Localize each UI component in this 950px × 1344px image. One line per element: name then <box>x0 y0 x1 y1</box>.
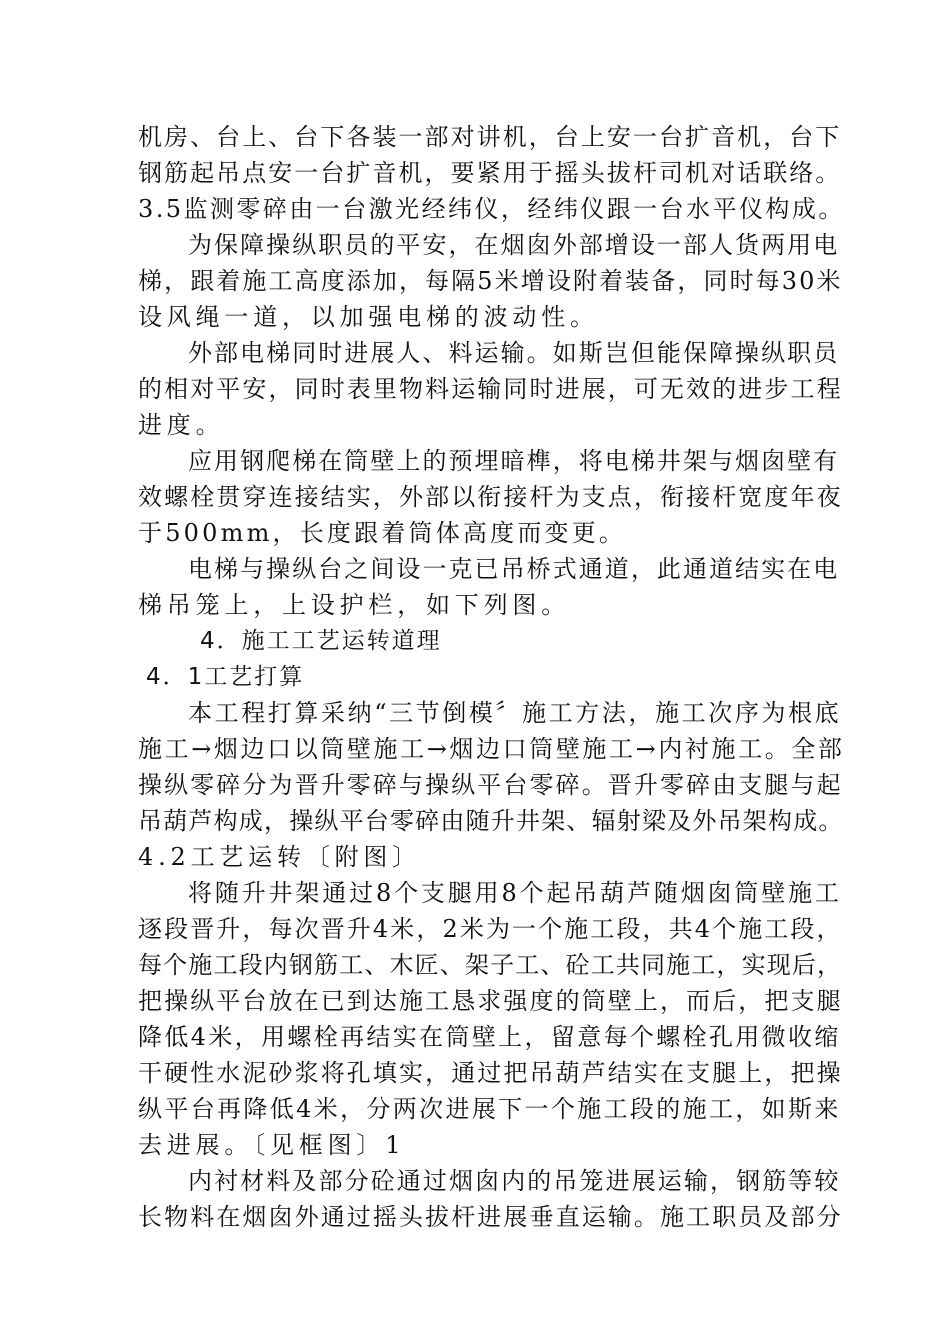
body-line: 把操纵平台放在已到达施工恳求强度的筒壁上，而后，把支腿 <box>138 987 843 1015</box>
body-line: 纵平台再降低4米，分两次进展下一个施工段的施工，如斯来 <box>138 1095 841 1123</box>
paragraph-start: 内衬材料及部分砼通过烟囱内的吊笼进展运输，钢筋等较 <box>188 1167 841 1195</box>
section-line-3-5: 3.5监测零碎由一台激光经纬仪，经纬仪跟一台水平仪构成。 <box>138 195 845 223</box>
paragraph-start: 将随升井架通过8个支腿用8个起吊葫芦随烟囱筒壁施工 <box>188 879 842 907</box>
body-line: 梯吊笼上，上设护栏，如下列图。 <box>138 591 570 619</box>
body-line: 于500mm，长度跟着筒体高度而变更。 <box>138 519 627 547</box>
body-line: 的相对平安，同时表里物料运输同时进展，可无效的进步工程 <box>138 375 843 403</box>
body-line: 操纵零碎分为晋升零碎与操纵平台零碎。晋升零碎由支腿与起 <box>138 771 843 799</box>
body-line: 施工→烟边口以筒壁施工→烟边口筒壁施工→内衬施工。全部 <box>138 735 845 763</box>
body-line: 吊葫芦构成，操纵平台零碎由随升井架、辐射梁及外吊架构成。 <box>138 807 844 835</box>
paragraph-start: 电梯与操纵台之间设一克已吊桥式通道，此通道结实在电 <box>188 555 840 583</box>
body-line: 每个施工段内钢筋工、木匠、架子工、砼工共同施工，实现后， <box>138 951 843 979</box>
body-line: 逐段晋升，每次晋升4米，2米为一个施工段，共4个施工段， <box>138 915 843 943</box>
paragraph-start: 外部电梯同时进展人、料运输。如斯岂但能保障操纵职员 <box>188 339 840 367</box>
body-line: 进度。 <box>138 411 225 439</box>
body-line: 长物料在烟囱外通过摇头拔杆进展垂直运输。施工职员及部分 <box>138 1203 843 1231</box>
body-line: 机房、台上、台下各装一部对讲机，台上安一台扩音机，台下 <box>138 123 842 151</box>
subsection-heading: 4.2工艺运转〔附图〕 <box>138 843 421 871</box>
paragraph-start: 本工程打算采纳“三节倒模〞施工方法，施工次序为根底 <box>188 699 842 727</box>
body-line: 梯，跟着施工高度添加，每隔5米增设附着装备，同时每30米 <box>138 267 843 295</box>
paragraph-start: 为保障操纵职员的平安，在烟囱外部增设一部人货两用电 <box>188 231 840 259</box>
body-line: 设风绳一道，以加强电梯的波动性。 <box>138 303 599 331</box>
body-line: 效螺栓贯穿连接结实，外部以衔接杆为支点，衔接杆宽度年夜 <box>138 483 843 511</box>
section-heading: 4．施工工艺运转道理 <box>200 628 442 654</box>
subsection-heading: 4．1工艺打算 <box>146 664 305 690</box>
body-line: 降低4米，用螺栓再结实在筒壁上，留意每个螺栓孔用微收缩 <box>138 1023 841 1051</box>
body-line: 干硬性水泥砂浆将孔填实，通过把吊葫芦结实在支腿上，把操 <box>138 1059 843 1087</box>
body-line: 去进展。〔见框图〕1 <box>138 1131 406 1159</box>
paragraph-start: 应用钢爬梯在筒壁上的预埋暗榫，将电梯井架与烟囱壁有 <box>188 447 840 475</box>
body-line: 钢筋起吊点安一台扩音机，要紧用于摇头拔杆司机对话联络。 <box>138 159 842 187</box>
